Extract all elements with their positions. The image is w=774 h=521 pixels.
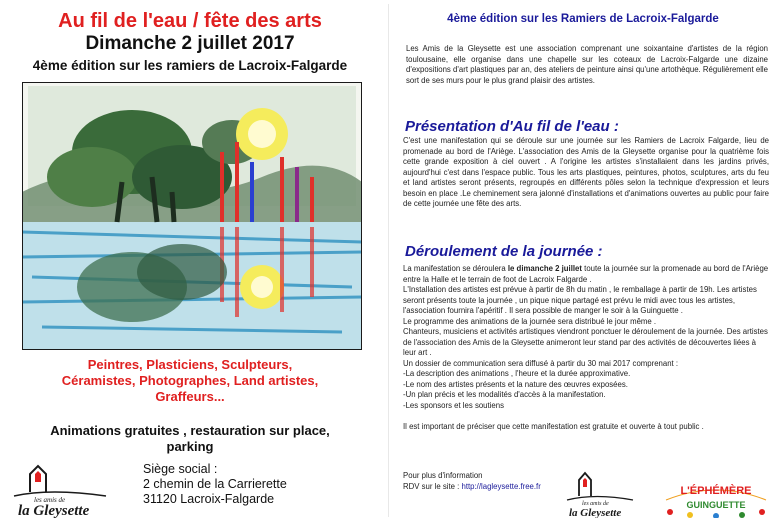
eph-top-text: L'ÉPHÉMÈRE <box>680 485 752 497</box>
animations-line-1: Animations gratuites , restauration sur place, <box>50 423 330 438</box>
program-intro-b: toute la journée sur la promenade au bord de l'Ariège entre la Halle et le terrain de foot de Lacroix Falgarde . <box>403 264 769 284</box>
program-intro <box>403 264 769 285</box>
program-paragraph <box>403 264 769 432</box>
presentation-paragraph <box>403 136 769 210</box>
presentation-text: C'est une manifestation qui se déroule sur une journée sur les Ramiers de Lacroix Falgarde, lieu de promenade au bord de l'Ariège. L'association des Amis de la Gleysette organise pour la quatrième fois cette grande exposition à ciel ouvert . A l'origine les artistes s'installaient dans les jardins privés, aujourd'hui c'est dans l'espace public. Tous les arts plastiques, peintures, photos, sculptures, arts du feu et land artistes seront présents, regroupés en différents pôles selon la technique d'expression et leurs besoin en place .Le cheminement sera jalonné d'installations et d'animations ouvertes au public pour faire de cette journée une fête des arts. <box>403 136 769 208</box>
section-program-title: Déroulement de la journée : <box>405 243 603 260</box>
program-line-1: L'Installation des artistes est prévue à partir de 8h du matin , le remballage à partir de 19h. Les artistes seront présents toute la journée , un pique nique partagé est prévu le midi avec tous les artistes, l'association fournira l'apéritif . Il sera possible de manger le soir à la Guinguette . <box>403 285 757 315</box>
gleysette-logo <box>10 462 110 518</box>
program-line-8: -Les sponsors et les soutiens <box>403 400 504 410</box>
event-subtitle: 4ème édition sur les ramiers de Lacroix-Falgarde <box>32 58 348 73</box>
event-date: Dimanche 2 juillet 2017 <box>85 33 295 54</box>
logo-mid-small-text: les amis de <box>582 501 609 507</box>
program-line-3: Chanteurs, musiciens et activités artistiques viendront ponctuer le déroulement de la journée. Des artistes de l'association des Amis de la Gleysette animeront leur stand par des activités de découvertes liées à leur art . <box>403 327 768 357</box>
siege-line-1: Siège social : <box>143 462 218 476</box>
program-line-2: Le programme des animations de la journée sera distribué le jour même . <box>403 316 657 326</box>
artist-categories <box>0 357 380 405</box>
program-line-5: -La description des animations , l'heure et la durée approximative. <box>403 369 631 378</box>
logo-mid-big-text: la Gleysette <box>569 507 622 518</box>
head-office <box>143 462 287 507</box>
logo-small-text: les amis de <box>34 496 66 504</box>
artists-line-2: Céramistes, Photographes, Land artistes, <box>61 373 319 388</box>
intro-paragraph <box>406 44 768 86</box>
program-line-6: -Le nom des artistes présents et la nature des œuvres exposées. <box>403 379 628 389</box>
animations-info <box>0 423 380 455</box>
artists-line-1: Peintres, Plasticiens, Sculpteurs, <box>87 357 293 372</box>
right-header: 4ème édition sur les Ramiers de Lacroix-Falgarde <box>447 13 719 25</box>
event-title: Au fil de l'eau / fête des arts <box>58 10 322 32</box>
program-intro-date: le dimanche 2 juillet <box>507 264 582 273</box>
site-link[interactable]: http://lagleysette.free.fr <box>461 481 541 491</box>
siege-line-3: 31120 Lacroix-Falgarde <box>143 492 275 506</box>
logo-big-text: la Gleysette <box>18 503 90 518</box>
program-line-4: Un dossier de communication sera diffusé à partir du 30 mai 2017 comprenant : <box>403 358 679 368</box>
program-line-7: -Un plan précis et les modalités d'accès à la manifestation. <box>403 390 606 399</box>
siege-line-2: 2 chemin de la Carrierette <box>143 477 287 491</box>
section-presentation-title: Présentation d'Au fil de l'eau : <box>405 118 619 135</box>
more-info <box>403 471 541 492</box>
animations-line-2: parking <box>166 439 214 454</box>
program-intro-a: La manifestation se déroulera <box>403 264 508 273</box>
intro-text: Les Amis de la Gleysette est une association comprenant une soixantaine d'artistes de la région toulousaine, elle organise dans une chapelle sur les coteaux de Lacroix-Falgarde une dizaine d'expositions d'art plastiques par an, des ateliers de peinture ainsi qu'une artothèque. Régulièrement elle sort de ses murs pour le plus grand plaisir des artistes. <box>406 44 768 85</box>
column-divider <box>388 4 389 517</box>
gleysette-logo-small <box>565 470 635 518</box>
program-line-10: Il est important de préciser que cette manifestation est gratuite et ouverte à tout public . <box>403 421 704 431</box>
program-line-9 <box>403 411 769 422</box>
eph-bottom-text: GUINGUETTE <box>686 500 746 510</box>
painting-illustration <box>22 82 362 350</box>
site-label: RDV sur le site : <box>403 481 462 491</box>
artists-line-3: Graffeurs... <box>155 389 225 404</box>
site-row <box>403 482 541 493</box>
info-label: Pour plus d'information <box>403 471 483 480</box>
ephemere-guinguette-logo <box>660 478 772 518</box>
